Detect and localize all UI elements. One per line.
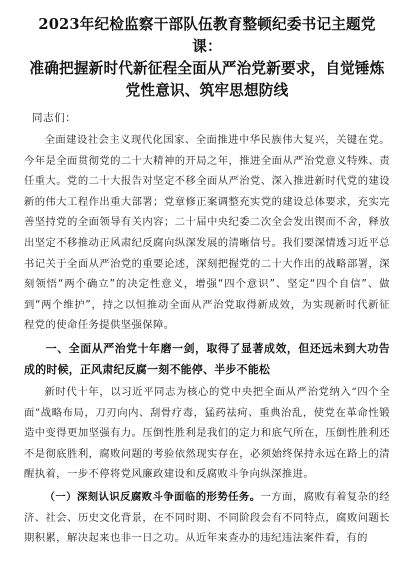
intro-paragraph: 全面建设社会主义现代化国家、全面推进中华民族伟大复兴，关键在党。今年是全面贯彻党的二十大精神的开局之年，推进全面从严治党意义特殊、责任重大。党的二十大报告对坚定不移全面从严治党、深入推进新时代党的建设新的伟大工程作出重大部署；党章修正案调整充实党的建设总体要求，充实完善坚持党的全面领导有关内容；二十届中央纪委二次全会发出锲而不舍，释放出坚定不移推动正风肃纪反腐向纵深发展的清晰信号。我们要深情透习近平总书记关于全面从严治党的重要论述，深刻把握党的二十大作出的战略部署，深刻领悟“两个确立”的决定性意义，增强“四个意识”、坚定“四个自信”、做到“两个维护”，持之以恒推动全面从严治党取得新成效，为实现新时代新征程党的使命任务提供坚强保障。 [24,134,390,332]
section-one-heading: 一、全面从严治党十年磨一剑，取得了显著成效，但还远未到大功告成的时候，正风肃纪反腐一刻不能停、半步不能松 [24,341,390,376]
title-line-1: 2023年纪检监察干部队伍教育整顿纪委书记主题党课： [38,16,376,55]
salutation: 同志们： [32,112,77,124]
subsection-heading: （一）深刻认识反腐败斗争面临的形势任务。 [44,490,261,503]
title-line-2: 准确把握新时代新征程全面从严治党新要求，自觉锤炼 [29,60,385,77]
title-line-3: 党性意识、筑牢思想防线 [125,82,289,99]
subsection-paragraph [24,487,390,549]
section-one-paragraph: 新时代十年，以习近平同志为核心的党中央把全面从严治党纳入“四个全面”战略布局，刀刃向内、刮骨疗毒，猛药祛疴、重典治乱，使党在革命性锻造中变得更加坚强有力。压倒性胜利是我们的定力和底气所在，压倒性胜利还不是彻底胜利，腐败问题的考验依然现实存在，必须始终保持永远在路上的清醒执着，一步不停将党风廉政建设和反腐败斗争向纵深推进。 [24,385,390,481]
subsection-text: 一方面，腐败有着复杂的经济、社会、历史文化背景，在不同时期、不同阶段会有不同特点，腐败问题长期积累，解决起来也非一日之功。从近年来查办的违纪违法案件看，有的 [24,490,390,545]
document-title [24,14,390,102]
